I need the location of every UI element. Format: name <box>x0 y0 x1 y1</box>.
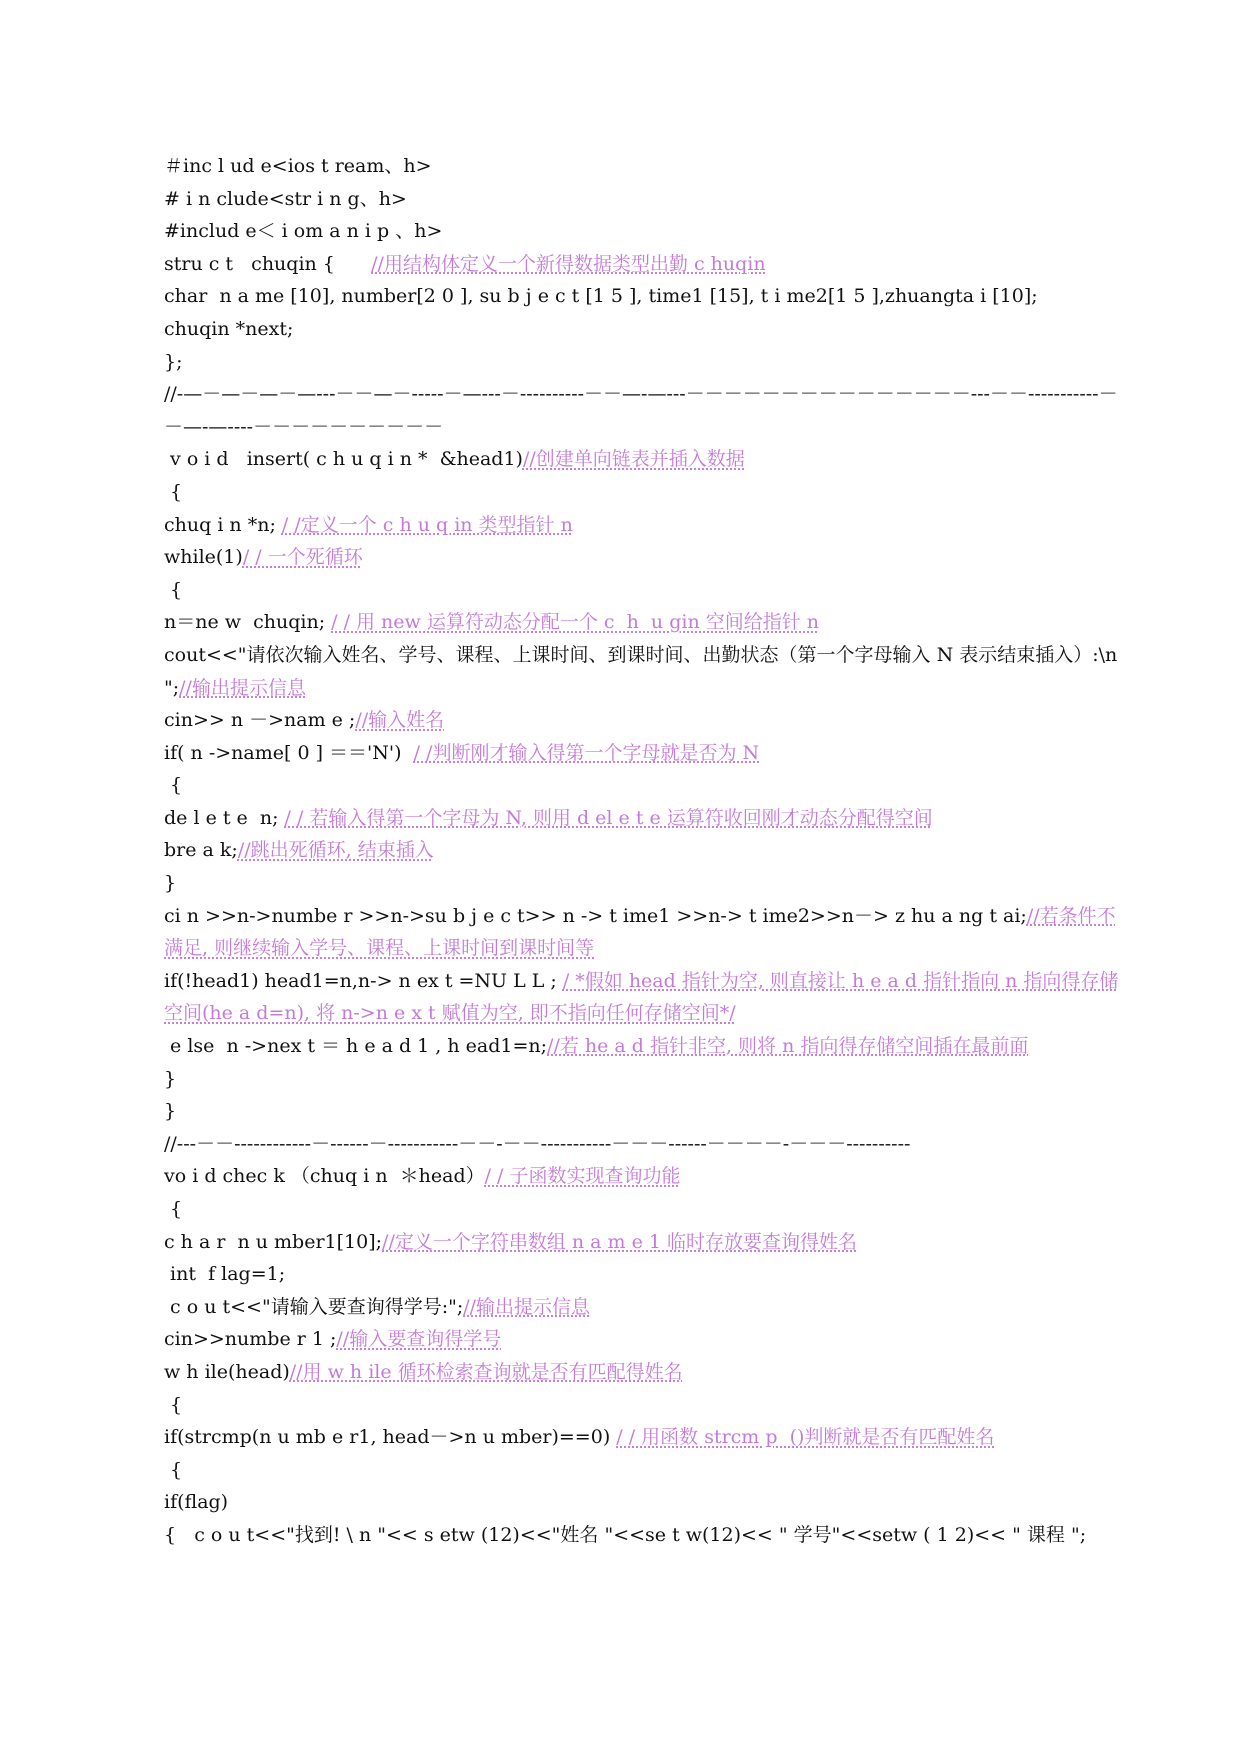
code-text: } <box>164 872 177 895</box>
code-text: c o u t<<"请输入要查询得学号:"; <box>164 1295 464 1318</box>
code-line <box>164 509 1124 542</box>
code-comment: //若 he a d 指针非空, 则将 n 指向得存储空间插在最前面 <box>547 1035 1029 1058</box>
code-comment: //用 w h ile 循环检索查询就是否有匹配得姓名 <box>289 1360 683 1383</box>
code-text: n＝ne w chuqin; <box>164 611 332 634</box>
code-line <box>164 248 1124 281</box>
code-line <box>164 1095 1124 1128</box>
code-line <box>164 1421 1124 1454</box>
code-comment: //创建单向链表并插入数据 <box>522 448 745 471</box>
code-line <box>164 1160 1124 1193</box>
code-text: de l e t e n; <box>164 806 285 829</box>
code-line <box>164 1291 1124 1324</box>
code-text: if(strcmp(n u mb e r1, head－>n u mber)==0) <box>164 1426 617 1449</box>
code-line <box>164 606 1124 639</box>
code-text: ＃inc l ud e<ios t ream、h> <box>164 155 432 177</box>
code-text: { <box>164 1393 183 1416</box>
code-line <box>164 1519 1124 1552</box>
code-line <box>164 1323 1124 1356</box>
code-text: if(!head1) head1=n,n-> n ex t =NU L L ; <box>164 969 563 992</box>
code-comment: / / 子函数实现查询功能 <box>484 1165 681 1188</box>
code-listing <box>164 150 1124 1552</box>
code-text: if( n ->name[ 0 ] ＝＝'N') <box>164 741 414 764</box>
code-text: cin>> n －>nam e ; <box>164 709 356 732</box>
code-text: stru c t chuqin { <box>164 252 372 275</box>
code-line <box>164 802 1124 835</box>
code-comment: / / 用函数 strcm p ()判断就是否有匹配姓名 <box>616 1426 995 1449</box>
code-text: chuq i n *n; <box>164 513 282 536</box>
code-text: }; <box>164 350 183 373</box>
code-line <box>164 639 1124 704</box>
code-text: } <box>164 1100 177 1123</box>
code-text: e lse n ->nex t ＝ h e a d 1 , h ead1=n; <box>164 1035 548 1058</box>
code-line <box>164 1030 1124 1063</box>
code-line <box>164 1226 1124 1259</box>
code-text: { <box>164 774 183 797</box>
code-line <box>164 965 1124 1030</box>
code-comment: //输出提示信息 <box>463 1295 591 1318</box>
code-line <box>164 541 1124 574</box>
code-line <box>164 150 1124 183</box>
code-text: cout<<"请依次输入姓名、学号、课程、上课时间、到课时间、出勤状态（第一个字母输入 N 表示结束插入）:\n "; <box>164 643 1124 699</box>
code-line <box>164 1258 1124 1291</box>
code-comment: //输入姓名 <box>355 709 445 732</box>
code-line <box>164 346 1124 379</box>
code-line <box>164 215 1124 248</box>
code-line <box>164 769 1124 802</box>
code-text: { <box>164 1458 183 1481</box>
code-text: v o i d insert( c h u q i n * &head1) <box>164 448 523 471</box>
code-text: int f lag=1; <box>164 1263 286 1286</box>
code-line <box>164 378 1124 443</box>
code-text: //-—－—－—－—---－－—－-----－—---－----------－－—-—---－－－－－－－－－－－－－－－---－－-----------－－—-—----－－－－－－－－－－ <box>164 383 1118 438</box>
code-text: char n a me [10], number[2 0 ], su b j e c t [1 5 ], time1 [15], t i me2[1 5 ],zhuangta i [10]; <box>164 285 1038 308</box>
code-line <box>164 1486 1124 1519</box>
code-text: #includ e＜ i om a n i p 、h> <box>164 220 443 243</box>
code-line <box>164 443 1124 476</box>
code-line <box>164 1356 1124 1389</box>
code-line <box>164 1063 1124 1096</box>
code-text: if(flag) <box>164 1491 229 1514</box>
code-text: } <box>164 1067 177 1090</box>
code-comment: / / 用 new 运算符动态分配一个 c h u gin 空间给指针 n <box>331 611 819 634</box>
code-comment: //跳出死循环, 结束插入 <box>237 839 434 862</box>
code-line <box>164 183 1124 216</box>
code-line <box>164 1389 1124 1422</box>
code-line <box>164 476 1124 509</box>
code-line <box>164 1128 1124 1161</box>
code-comment: //输入要查询得学号 <box>336 1328 502 1351</box>
code-text: # i n clude<str i n g、h> <box>164 187 407 210</box>
code-line <box>164 704 1124 737</box>
code-comment: //定义一个字符串数组 n a m e 1 临时存放要查询得姓名 <box>382 1230 858 1253</box>
code-line <box>164 1454 1124 1487</box>
code-line <box>164 834 1124 867</box>
code-comment: / / 一个死循环 <box>242 546 363 569</box>
code-text: w h ile(head) <box>164 1360 290 1383</box>
code-comment: / /定义一个 c h u q in 类型指针 n <box>281 513 573 536</box>
code-text: { <box>164 1198 183 1220</box>
code-line <box>164 574 1124 607</box>
code-comment: / /判断刚才输入得第一个字母就是否为 N <box>413 741 760 764</box>
code-comment: / / 若输入得第一个字母为 N, 则用 d el e t e 运算符收回刚才动态分配得空间 <box>284 806 933 829</box>
code-text: vo i d chec k （chuq i n ＊head） <box>164 1165 485 1188</box>
code-comment: //用结构体定义一个新得数据类型出勤 c huqin <box>371 252 766 275</box>
code-text: bre a k; <box>164 839 238 862</box>
code-text: while(1) <box>164 546 243 569</box>
code-comment: //输出提示信息 <box>179 676 306 699</box>
code-text: //---－－------------－------－-----------－－-－－-----------－－－------－－－－-－－－---------- <box>164 1132 911 1155</box>
code-text: { <box>164 480 183 503</box>
code-text: { <box>164 578 183 601</box>
code-text: cin>>numbe r 1 ; <box>164 1328 337 1351</box>
code-text: ci n >>n->numbe r >>n->su b j e c t>> n -> t ime1 >>n-> t ime2>>n－> z hu a ng t ai; <box>164 904 1027 927</box>
code-text: chuqin *next; <box>164 317 294 340</box>
code-line <box>164 313 1124 346</box>
code-line <box>164 737 1124 770</box>
code-comment: //若条件不满足, 则继续输入学号、课程、上课时间到课时间等 <box>164 904 1116 960</box>
code-line <box>164 900 1124 965</box>
code-comment: / *假如 head 指针为空, 则直接让 h e a d 指针指向 n 指向得存储空间(he a d=n), 将 n->n e x t 赋值为空, 即不指向任何存储空间*/ <box>164 969 1119 1025</box>
code-line <box>164 867 1124 900</box>
code-line <box>164 280 1124 313</box>
code-text: { c o u t<<"找到! \ n "<< s etw (12)<<"姓名 "<<se t w(12)<< " 学号"<<setw ( 1 2)<< " 课程 "; <box>164 1523 1087 1546</box>
code-line <box>164 1193 1124 1226</box>
code-text: c h a r n u mber1[10]; <box>164 1230 383 1253</box>
